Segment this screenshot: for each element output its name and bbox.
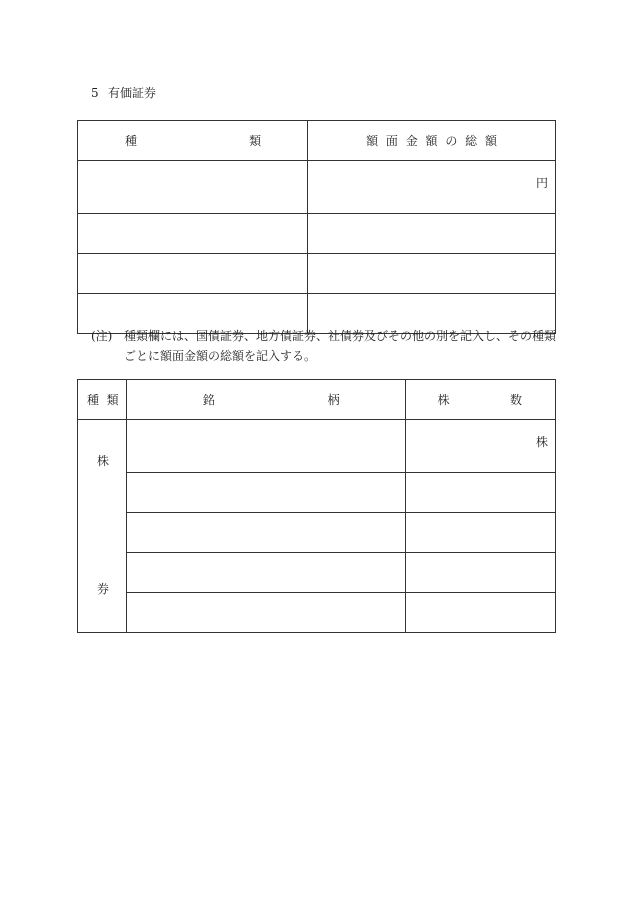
brand-cell[interactable]	[126, 553, 405, 593]
table-row	[78, 254, 556, 294]
yen-unit: 円	[535, 176, 548, 190]
header-kind: 種 類	[78, 121, 308, 161]
table-row	[78, 420, 556, 473]
shares-cell[interactable]	[405, 420, 555, 473]
section-number: 5	[91, 86, 99, 100]
header-shares: 株数	[405, 380, 555, 420]
brand-cell[interactable]	[126, 420, 405, 473]
table-row	[78, 473, 556, 513]
brand-cell[interactable]	[126, 513, 405, 553]
kind-label-bottom: 券	[97, 582, 110, 596]
amount-cell[interactable]	[308, 254, 556, 294]
header-face-value-total: 額面金額の総額	[308, 121, 556, 161]
shares-unit: 株	[535, 435, 548, 449]
kind-cell[interactable]	[78, 254, 308, 294]
amount-cell[interactable]	[308, 214, 556, 254]
header-kind: 種類	[78, 380, 127, 420]
header-brand: 銘柄	[126, 380, 405, 420]
shares-cell[interactable]	[405, 553, 555, 593]
section-title: 有価証券	[108, 86, 157, 100]
note-line-1: 種類欄には、国債証券、地方債証券、社債券及びその他の別を記入し、その種類	[124, 329, 557, 343]
shares-cell[interactable]	[405, 593, 555, 633]
note-mark: (注)	[91, 329, 113, 343]
kind-cell[interactable]	[78, 161, 308, 214]
brand-cell[interactable]	[126, 593, 405, 633]
table-header-row	[78, 380, 556, 420]
kind-cell[interactable]	[78, 214, 308, 254]
table-header-row	[78, 121, 556, 161]
section-heading	[91, 84, 156, 101]
shares-cell[interactable]	[405, 473, 555, 513]
brand-cell[interactable]	[126, 473, 405, 513]
note-line-2: ごとに額面金額の総額を記入する。	[124, 349, 317, 363]
note	[91, 326, 561, 366]
table-row	[78, 161, 556, 214]
kind-merged-cell	[78, 420, 127, 633]
table-row	[78, 214, 556, 254]
securities-total-table	[77, 120, 556, 334]
kind-label-top: 株	[97, 454, 110, 468]
shares-cell[interactable]	[405, 513, 555, 553]
table-row	[78, 513, 556, 553]
table-row	[78, 553, 556, 593]
amount-cell[interactable]	[308, 161, 556, 214]
table-row	[78, 593, 556, 633]
stock-table	[77, 379, 556, 633]
